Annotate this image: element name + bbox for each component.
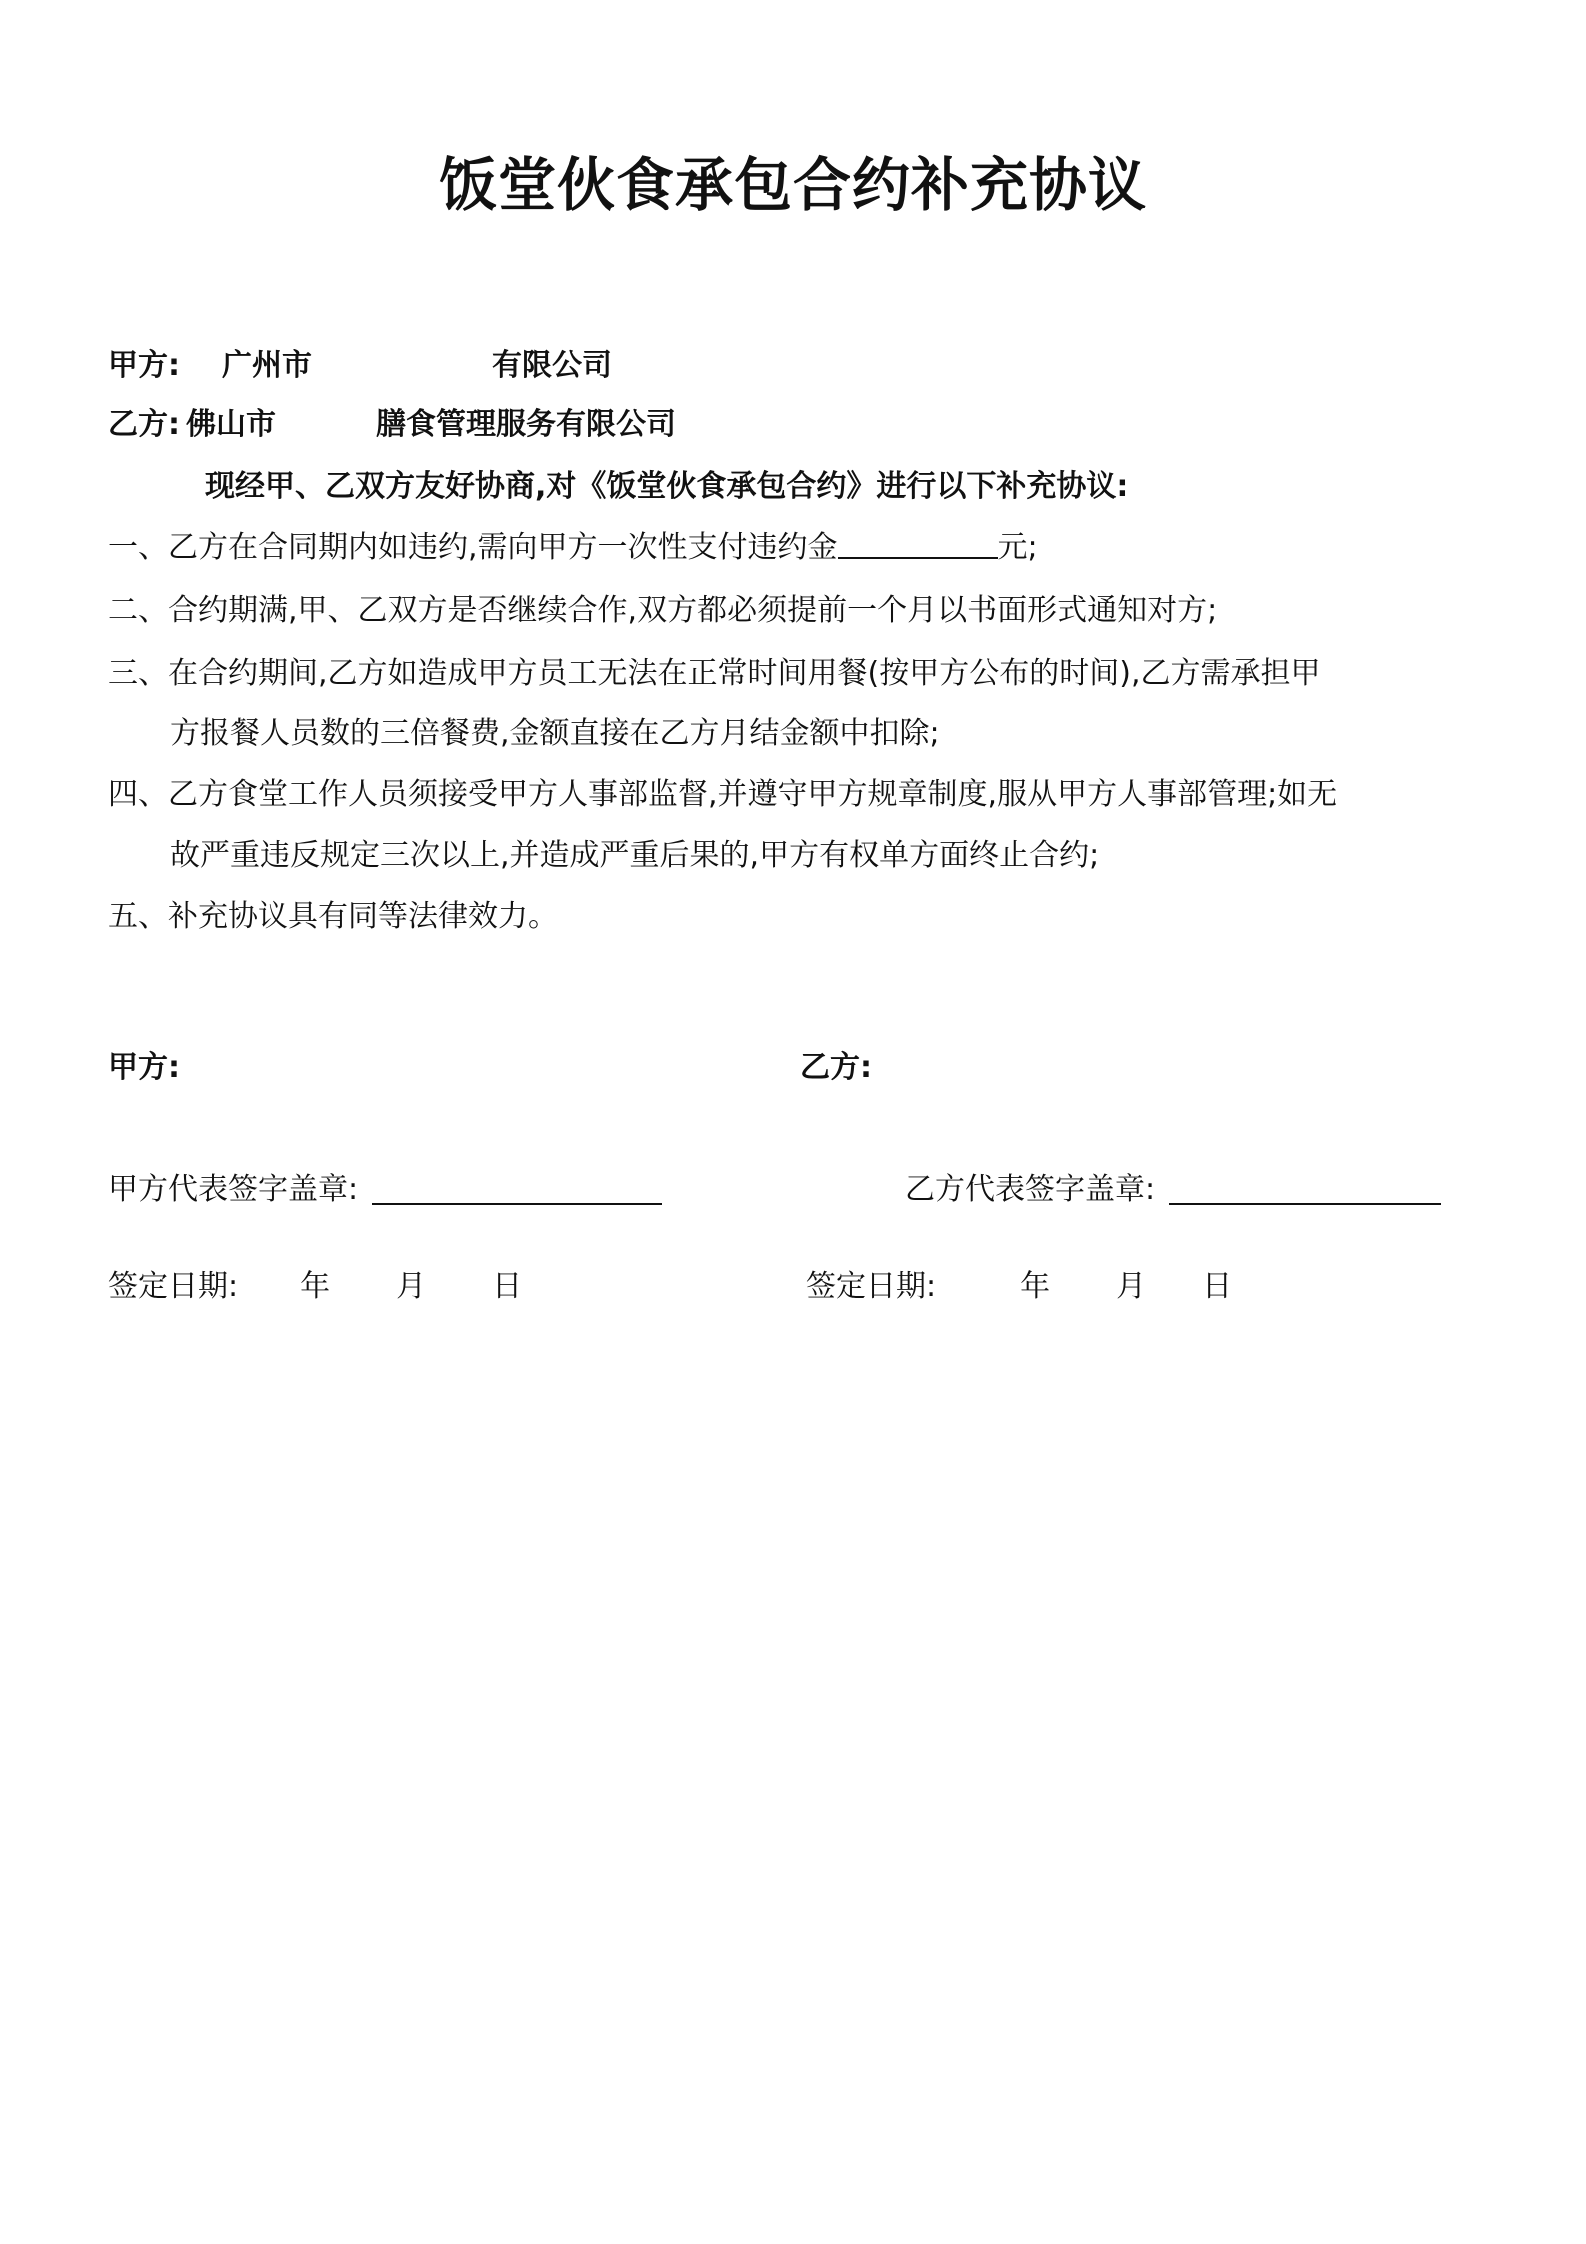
clause-1 bbox=[108, 526, 1038, 570]
party-a-label: 甲方: bbox=[108, 348, 180, 383]
clause-1-unit: 元; bbox=[997, 530, 1038, 565]
party-a-month: 月 bbox=[396, 1269, 427, 1304]
clause-3-line-1: 三、在合约期间,乙方如造成甲方员工无法在正常时间用餐(按甲方公布的时间),乙方需承担甲 bbox=[108, 656, 1321, 691]
party-a-rep-label: 甲方代表签字盖章: bbox=[108, 1172, 359, 1207]
party-b-city: 佛山市 bbox=[186, 407, 276, 442]
party-a-date-label: 签定日期: bbox=[108, 1269, 239, 1304]
signature-party-b: 乙方: bbox=[800, 1050, 872, 1085]
penalty-amount-blank bbox=[838, 527, 998, 559]
party-a-date-row bbox=[108, 1265, 522, 1309]
clause-4-line-1: 四、乙方食堂工作人员须接受甲方人事部监督,并遵守甲方规章制度,服从甲方人事部管理;如无 bbox=[108, 777, 1338, 812]
party-b-month: 月 bbox=[1116, 1269, 1147, 1304]
party-b-signature-line[interactable] bbox=[1169, 1169, 1441, 1205]
party-a-year: 年 bbox=[300, 1269, 331, 1304]
document-title: 饭堂伙食承包合约补充协议 bbox=[438, 151, 1147, 219]
clause-1-text: 一、乙方在合同期内如违约,需向甲方一次性支付违约金 bbox=[108, 530, 838, 565]
party-a-day: 日 bbox=[492, 1269, 523, 1304]
party-a-signature-line[interactable] bbox=[372, 1169, 662, 1205]
intro-paragraph: 现经甲、乙双方友好协商,对《饭堂伙食承包合约》进行以下补充协议: bbox=[205, 469, 1129, 504]
party-b-line bbox=[108, 403, 676, 447]
party-b-day: 日 bbox=[1202, 1269, 1233, 1304]
party-b-company: 膳食管理服务有限公司 bbox=[376, 407, 676, 442]
clause-5: 五、补充协议具有同等法律效力。 bbox=[108, 899, 558, 934]
party-b-rep-label: 乙方代表签字盖章: bbox=[905, 1172, 1156, 1207]
party-a-city: 广州市 bbox=[222, 348, 312, 383]
party-b-date-row bbox=[806, 1265, 1232, 1309]
party-b-rep-row bbox=[905, 1168, 1441, 1212]
party-b-date-label: 签定日期: bbox=[806, 1269, 937, 1304]
party-a-rep-row bbox=[108, 1168, 662, 1212]
party-a-line bbox=[108, 344, 612, 388]
party-a-company: 有限公司 bbox=[492, 348, 612, 383]
clause-2: 二、合约期满,甲、乙双方是否继续合作,双方都必须提前一个月以书面形式通知对方; bbox=[108, 593, 1218, 628]
clause-4-line-2: 故严重违反规定三次以上,并造成严重后果的,甲方有权单方面终止合约; bbox=[170, 838, 1100, 873]
clause-3-line-2: 方报餐人员数的三倍餐费,金额直接在乙方月结金额中扣除; bbox=[170, 716, 940, 751]
party-b-label: 乙方: bbox=[108, 407, 180, 442]
signature-party-a: 甲方: bbox=[108, 1050, 180, 1085]
party-b-year: 年 bbox=[1020, 1269, 1051, 1304]
